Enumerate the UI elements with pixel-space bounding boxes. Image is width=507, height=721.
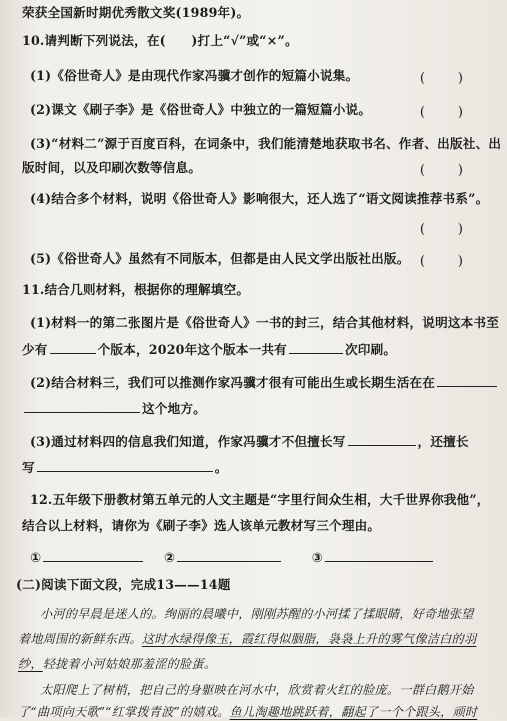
question-10-item-3-line-1: (3)“材料二”源于百度百科，在词条中，我们能清楚地获取书名、作者、出版社、出 <box>30 136 502 151</box>
question-11-item-3-line-1 <box>30 432 491 451</box>
text-fragment: (3)通过材料四的信息我们知道，作家冯骥才不但擅长写 <box>30 434 346 449</box>
text-fragment: 。 <box>214 460 228 475</box>
reason-1-marker: ① <box>30 551 42 566</box>
answer-paren-1[interactable]: ( ) <box>419 71 473 86</box>
question-11-item-1-line-2 <box>22 340 491 359</box>
fill-blank-printings[interactable] <box>289 340 343 354</box>
reason-3-marker: ③ <box>311 551 323 566</box>
passage-line-5 <box>18 703 491 721</box>
passage-line-1: 小河的早晨是迷人的。绚丽的晨曦中，刚刚苏醒的小河揉了揉眼睛，好奇地张望 <box>40 607 474 621</box>
fill-blank-reason-3[interactable] <box>325 548 433 562</box>
fill-blank-reason-2[interactable] <box>177 548 281 562</box>
fill-blank-reason-1[interactable] <box>43 548 143 562</box>
question-11-title: 11.结合几则材料，根据你的理解填空。 <box>22 282 250 297</box>
answer-paren-3[interactable]: ( ) <box>419 163 473 178</box>
answer-paren-4[interactable]: ( ) <box>419 222 473 237</box>
passage-line-3 <box>18 655 491 673</box>
text-fragment: 了“曲项向天歌”“红掌拨青波”的嬉戏。 <box>18 705 230 719</box>
question-11-item-3-line-2 <box>22 458 491 477</box>
question-12-line-1: 12.五年级下册教材第五单元的人文主题是“字里行间众生相，大千世界你我他”， <box>30 492 490 507</box>
text-fragment: 次印刷。 <box>344 342 397 357</box>
question-10-title: 10.请判断下列说法，在( )打上“√”或“×”。 <box>22 33 298 48</box>
fill-blank-genre-a[interactable] <box>348 432 416 446</box>
question-10-item-4: (4)结合多个材料，说明《俗世奇人》影响很大，还人选了“语文阅读推荐书系”。 <box>30 191 489 206</box>
question-11-item-1-line-1: (1)材料一的第二张图片是《俗世奇人》一书的封三，结合其他材料，说明这本书至 <box>30 315 500 330</box>
fill-blank-versions[interactable] <box>50 340 96 354</box>
question-11-item-2-line-2 <box>22 399 491 418</box>
question-10-item-5: (5)《俗世奇人》虽然有不同版本，但都是由人民文学出版社出版。 <box>30 251 410 266</box>
text-fragment: 着地周围的新鲜东西。 <box>18 632 142 646</box>
section-2-heading: (二)阅读下面文段，完成13——14题 <box>16 577 231 592</box>
text-line-award: 荣获全国新时期优秀散文奖(1989年)。 <box>22 5 250 20</box>
text-fragment: 写 <box>22 460 35 475</box>
underlined-sentence-end: 纱， <box>18 657 43 671</box>
text-fragment: ，还擅长 <box>417 434 469 449</box>
text-fragment: (2)结合材料三，我们可以推测作家冯骥才很有可能出生或长期生活在在 <box>30 375 436 390</box>
answer-paren-2[interactable]: ( ) <box>419 105 473 120</box>
question-10-item-3-line-2: 版时间，以及印刷次数等信息。 <box>22 160 202 175</box>
passage-line-2 <box>18 630 491 648</box>
underlined-sentence: 鱼儿淘趣地跳跃着，翻起了一个个跟头，顽时 <box>229 705 478 719</box>
fill-blank-genre-b[interactable] <box>37 458 213 472</box>
passage-line-4: 太阳爬上了树梢，把自己的身躯映在河水中，欣赏着火红的脸庞。一群白鹅开始 <box>40 683 474 697</box>
answer-paren-5[interactable]: ( ) <box>419 254 473 269</box>
underlined-sentence: 这时水绿得像玉，霞红得似胭脂，袅袅上升的雾气像洁白的羽 <box>141 632 477 646</box>
question-10-item-2: (2)课文《刷子李》是《俗世奇人》中独立的一篇短篇小说。 <box>30 102 372 117</box>
question-12-line-2: 结合以上材料，请你为《刷子李》选人该单元教材写三个理由。 <box>22 518 381 533</box>
text-fragment: 这个地方。 <box>142 401 206 416</box>
reason-2-marker: ② <box>163 551 176 566</box>
fill-blank-place-a[interactable] <box>437 373 497 387</box>
question-12-answer-row <box>30 548 491 568</box>
fill-blank-place-b[interactable] <box>24 399 140 413</box>
text-fragment: 少有 <box>22 342 48 357</box>
question-10-item-1: (1)《俗世奇人》是由现代作家冯骥才创作的短篇小说集。 <box>30 68 359 83</box>
text-fragment: 轻拢着小河姑娘那羞涩的脸蛋。 <box>42 657 217 671</box>
text-fragment: 个版本，2020年这个版本一共有 <box>97 342 287 357</box>
question-11-item-2-line-1 <box>30 373 491 392</box>
